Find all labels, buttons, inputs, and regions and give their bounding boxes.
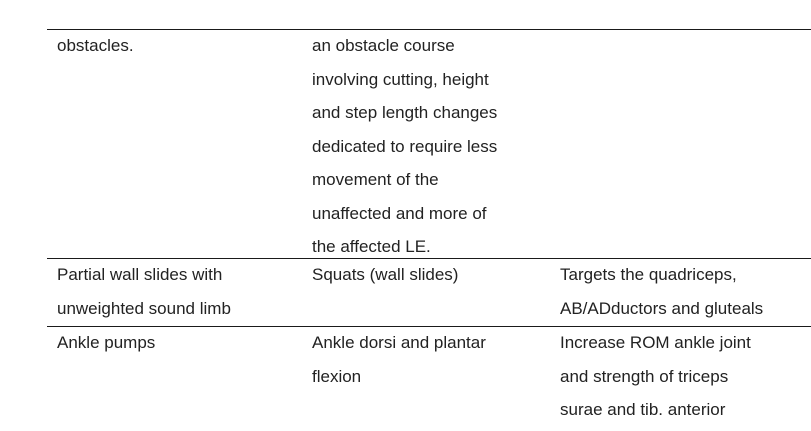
exercise-table	[47, 0, 811, 431]
cell-line: flexion	[312, 366, 362, 386]
cell-line: unaffected and more of	[312, 203, 487, 223]
table-row	[47, 29, 811, 258]
cell-line: an obstacle course	[312, 36, 455, 55]
cell-line: surae and tib. anterior	[560, 400, 726, 419]
cell-line: Ankle pumps	[57, 333, 156, 352]
cell-line: Partial wall slides with	[57, 265, 223, 284]
description-cell	[312, 258, 458, 292]
cell-line: involving cutting, height	[312, 69, 489, 89]
goal-cell	[560, 326, 751, 427]
cell-line: and step length changes	[312, 103, 498, 122]
goal-cell	[560, 258, 763, 325]
cell-line: Ankle dorsi and plantar	[312, 333, 486, 352]
table-row	[47, 326, 811, 431]
description-cell	[312, 326, 486, 393]
table-row	[47, 258, 811, 326]
exercise-cell	[57, 258, 231, 325]
cell-line: obstacles.	[57, 36, 134, 55]
cell-line: Squats (wall slides)	[312, 265, 459, 284]
cell-line: Increase ROM ankle joint	[560, 333, 751, 352]
cell-line: Targets the quadriceps,	[560, 265, 737, 284]
cell-line: AB/ADductors and gluteals	[560, 298, 764, 318]
exercise-cell	[57, 326, 155, 360]
cell-line: unweighted sound limb	[57, 298, 231, 318]
cell-line: the affected LE.	[312, 237, 431, 256]
cell-line: and strength of triceps	[560, 366, 729, 386]
cell-line: dedicated to require less	[312, 136, 498, 156]
description-cell	[312, 29, 497, 264]
cell-line: movement of the	[312, 170, 439, 189]
exercise-cell	[57, 29, 134, 63]
